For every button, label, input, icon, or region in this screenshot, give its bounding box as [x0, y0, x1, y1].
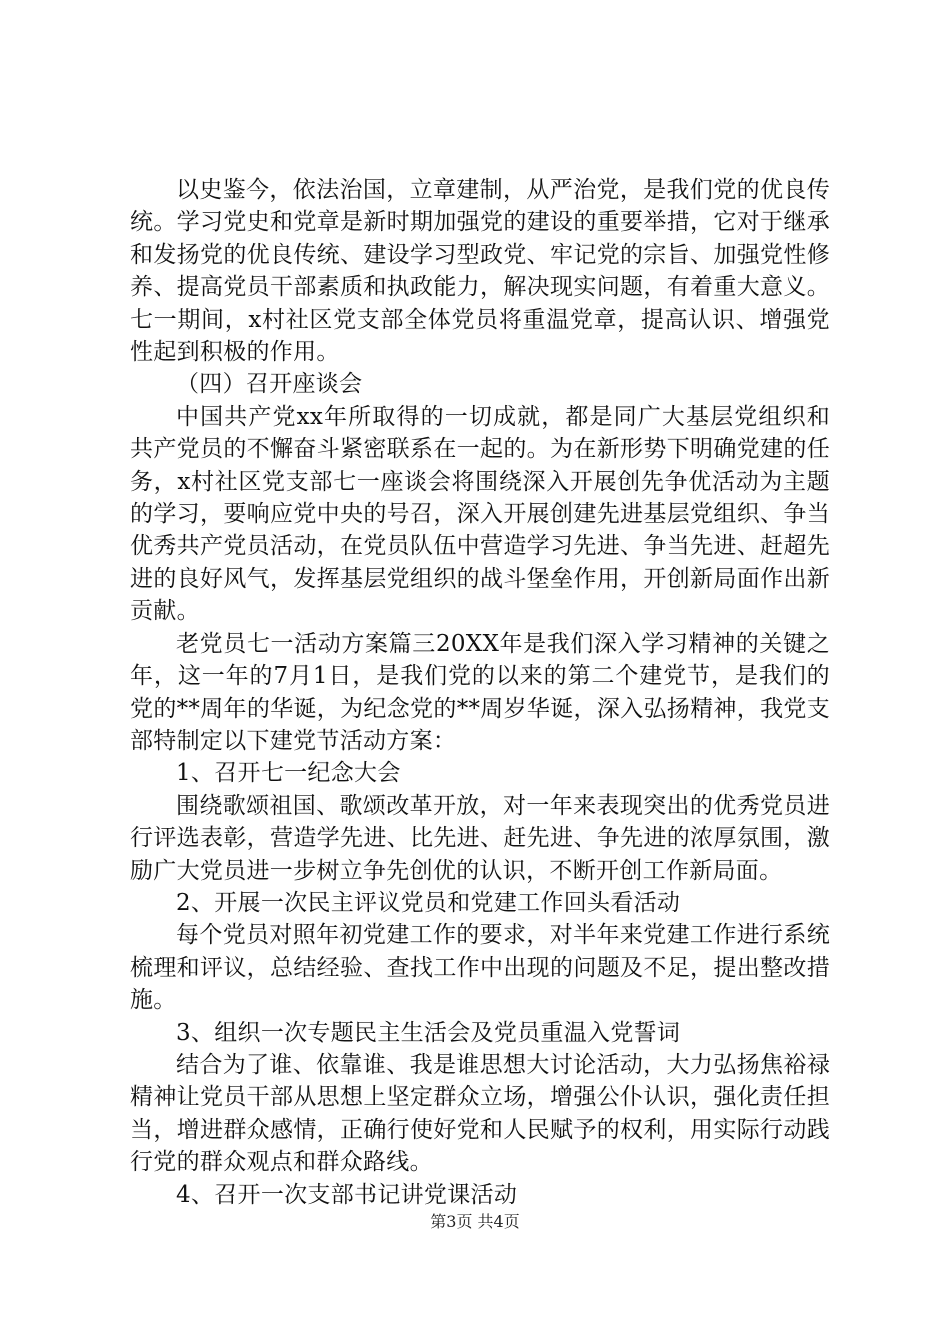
- paragraph-review: 每个党员对照年初党建工作的要求，对半年来党建工作进行系统梳理和评议，总结经验、查找工作中出现的问题及不足，提出整改措施。: [130, 922, 830, 1014]
- paragraph-symposium: 中国共产党xx年所取得的一切成就，都是同广大基层党组织和共产党员的不懈奋斗紧密联系在一起的。为在新形势下明确党建的任务，x村社区党支部七一座谈会将围绕深入开展创先争优活动为主题的学习，要响应党中央的号召，深入开展创建先进基层党组织、争当优秀共产党员活动，在党员队伍中营造学习先进、争当先进、赶超先进的良好风气，发挥基层党组织的战斗堡垒作用，开创新局面作出新贡献。: [130, 403, 830, 625]
- paragraph-democratic-life: 结合为了谁、依靠谁、我是谁思想大讨论活动，大力弘扬焦裕禄精神让党员干部从思想上坚定群众立场，增强公仆认识，强化责任担当，增进群众感情，正确行使好党和人民赋予的权利，用实际行动践行党的群众观点和群众路线。: [130, 1051, 830, 1176]
- item-heading-democratic-life: 3、组织一次专题民主生活会及党员重温入党誓词: [176, 1019, 681, 1046]
- paragraph-commemoration: 围绕歌颂祖国、歌颂改革开放，对一年来表现突出的优秀党员进行评选表彰，营造学先进、比先进、赶先进、争先进的浓厚氛围，激励广大党员进一步树立争先创优的认识，不断开创工作新局面。: [130, 792, 830, 884]
- page-number-footer: 第3页 共4页: [430, 1212, 520, 1231]
- item-heading-review: 2、开展一次民主评议党员和党建工作回头看活动: [176, 889, 681, 916]
- document-body: [130, 174, 830, 1211]
- item-heading-commemoration: 1、召开七一纪念大会: [176, 760, 401, 787]
- section-heading-symposium: （四）召开座谈会: [176, 371, 363, 398]
- paragraph-plan-three-intro: 老党员七一活动方案篇三20XX年是我们深入学习精神的关键之年，这一年的7月1日，是我们党的以来的第二个建党节，是我们的党的**周年的华诞，为纪念党的**周岁华诞，深入弘扬精神，我党支部特制定以下建党节活动方案：: [130, 630, 830, 754]
- item-heading-party-lecture: 4、召开一次支部书记讲党课活动: [176, 1181, 518, 1208]
- paragraph-history-lesson: 以史鉴今，依法治国，立章建制，从严治党，是我们党的优良传统。学习党史和党章是新时期加强党的建设的重要举措，它对于继承和发扬党的优良传统、建设学习型政党、牢记党的宗旨、加强党性修养、提高党员干部素质和执政能力，解决现实问题，有着重大意义。七一期间，x村社区党支部全体党员将重温党章，提高认识、增强党性起到积极的作用。: [130, 177, 830, 366]
